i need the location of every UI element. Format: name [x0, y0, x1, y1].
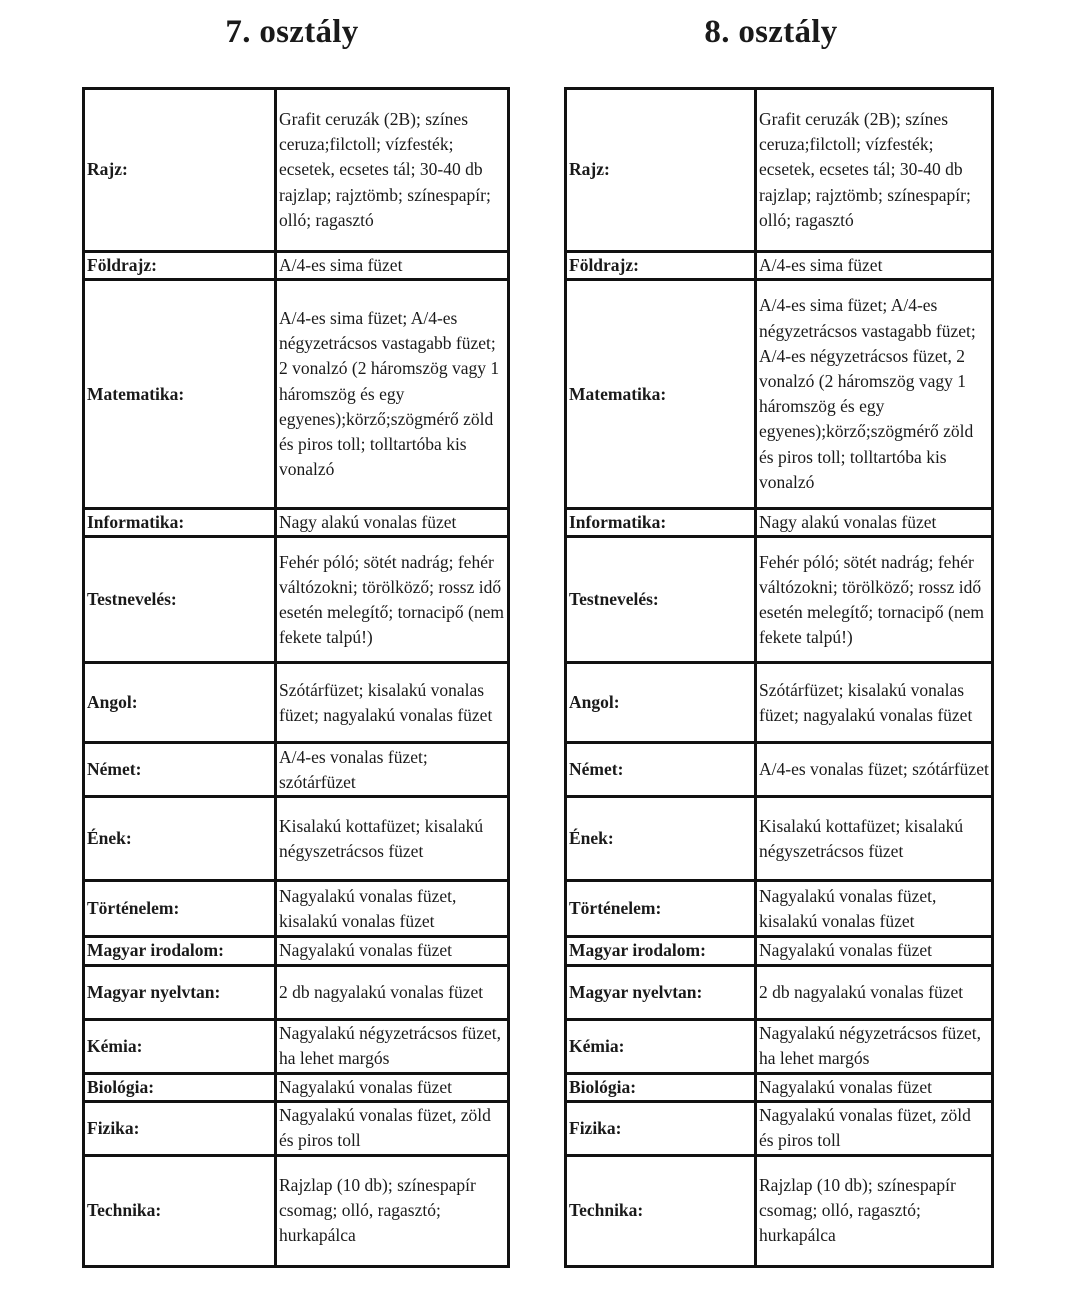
table-row — [566, 1155, 993, 1266]
supply-items: Nagy alakú vonalas füzet — [756, 509, 993, 537]
subject-label: Testnevelés: — [84, 537, 276, 663]
supply-items: Nagyalakú négyzetrácsos füzet, ha lehet margós — [756, 1019, 993, 1073]
subject-label: Magyar irodalom: — [566, 937, 756, 965]
supply-items: Nagyalakú vonalas füzet, kisalakú vonalas füzet — [756, 881, 993, 937]
subject-label: Technika: — [84, 1155, 276, 1266]
subject-label: Történelem: — [566, 881, 756, 937]
supply-items: A/4-es sima füzet; A/4-es négyzetrácsos vastagabb füzet; A/4-es négyzetrácsos füzet, 2 vonalzó (2 háromszög vagy 1 háromszög és egy egyenes);körző;szögmérő zöld és piros toll; tolltartóba kis vonalzó — [756, 280, 993, 509]
table-row — [84, 1019, 509, 1073]
supply-items: Nagyalakú vonalas füzet — [756, 937, 993, 965]
subject-label: Technika: — [566, 1155, 756, 1266]
supply-items: Szótárfüzet; kisalakú vonalas füzet; nagyalakú vonalas füzet — [756, 663, 993, 743]
table-row — [84, 89, 509, 252]
subject-label: Német: — [84, 743, 276, 797]
subject-label: Biológia: — [84, 1073, 276, 1101]
subject-label: Biológia: — [566, 1073, 756, 1101]
supply-items: Nagy alakú vonalas füzet — [276, 509, 509, 537]
subject-label: Földrajz: — [566, 252, 756, 280]
subject-label: Rajz: — [566, 89, 756, 252]
subject-label: Testnevelés: — [566, 537, 756, 663]
table-row — [566, 509, 993, 537]
supply-items: Szótárfüzet; kisalakú vonalas füzet; nagyalakú vonalas füzet — [276, 663, 509, 743]
table-row — [84, 965, 509, 1019]
subject-label: Angol: — [566, 663, 756, 743]
table-row — [566, 1101, 993, 1155]
subject-label: Rajz: — [84, 89, 276, 252]
subject-label: Kémia: — [566, 1019, 756, 1073]
supply-items: Nagyalakú vonalas füzet — [276, 937, 509, 965]
supply-items: Nagyalakú vonalas füzet — [756, 1073, 993, 1101]
supply-table — [564, 87, 994, 1268]
subject-label: Fizika: — [84, 1101, 276, 1155]
grade-heading: 8. osztály — [704, 14, 838, 50]
supply-items: Grafit ceruzák (2B); színes ceruza;filctoll; vízfesték; ecsetek, ecsetes tál; 30-40 db rajzlap; rajztömb; színespapír; olló; ragasztó — [756, 89, 993, 252]
supply-items: A/4-es sima füzet — [756, 252, 993, 280]
table-row — [84, 663, 509, 743]
table-row — [566, 743, 993, 797]
table-row — [566, 252, 993, 280]
table-row — [566, 937, 993, 965]
table-row — [84, 509, 509, 537]
supply-table — [82, 87, 510, 1268]
subject-label: Matematika: — [84, 280, 276, 509]
table-row — [84, 881, 509, 937]
table-row — [84, 1101, 509, 1155]
subject-label: Matematika: — [566, 280, 756, 509]
table-row — [566, 1073, 993, 1101]
table-row — [566, 663, 993, 743]
table-row — [84, 280, 509, 509]
subject-label: Ének: — [84, 797, 276, 881]
supply-items: Rajzlap (10 db); színespapír csomag; olló, ragasztó; hurkapálca — [756, 1155, 993, 1266]
table-row — [84, 1155, 509, 1266]
table-row — [566, 537, 993, 663]
table-row — [566, 881, 993, 937]
supply-items: A/4-es vonalas füzet; szótárfüzet — [276, 743, 509, 797]
supply-items: Fehér póló; sötét nadrág; fehér váltózokni; törölköző; rossz idő esetén melegítő; tornacipő (nem fekete talpú!) — [276, 537, 509, 663]
table-row — [566, 89, 993, 252]
table-row — [84, 937, 509, 965]
table-row — [566, 965, 993, 1019]
supply-items: Nagyalakú vonalas füzet, zöld és piros toll — [276, 1101, 509, 1155]
table-row — [566, 280, 993, 509]
subject-label: Ének: — [566, 797, 756, 881]
supply-items: Nagyalakú vonalas füzet, zöld és piros toll — [756, 1101, 993, 1155]
subject-label: Fizika: — [566, 1101, 756, 1155]
subject-label: Angol: — [84, 663, 276, 743]
subject-label: Magyar nyelvtan: — [566, 965, 756, 1019]
supply-items: Kisalakú kottafüzet; kisalakú négyszetrácsos füzet — [756, 797, 993, 881]
supply-items: Rajzlap (10 db); színespapír csomag; olló, ragasztó; hurkapálca — [276, 1155, 509, 1266]
supply-items: Kisalakú kottafüzet; kisalakú négyszetrácsos füzet — [276, 797, 509, 881]
subject-label: Magyar nyelvtan: — [84, 965, 276, 1019]
grade-heading: 7. osztály — [225, 14, 359, 50]
table-row — [566, 1019, 993, 1073]
subject-label: Történelem: — [84, 881, 276, 937]
subject-label: Földrajz: — [84, 252, 276, 280]
table-row — [84, 252, 509, 280]
subject-label: Informatika: — [566, 509, 756, 537]
supply-items: A/4-es sima füzet — [276, 252, 509, 280]
subject-label: Kémia: — [84, 1019, 276, 1073]
table-row — [84, 1073, 509, 1101]
subject-label: Informatika: — [84, 509, 276, 537]
supply-items: A/4-es vonalas füzet; szótárfüzet — [756, 743, 993, 797]
table-row — [84, 537, 509, 663]
table-row — [566, 797, 993, 881]
supply-items: Nagyalakú vonalas füzet — [276, 1073, 509, 1101]
supply-items: Nagyalakú vonalas füzet, kisalakú vonalas füzet — [276, 881, 509, 937]
supply-items: Nagyalakú négyzetrácsos füzet, ha lehet margós — [276, 1019, 509, 1073]
subject-label: Magyar irodalom: — [84, 937, 276, 965]
subject-label: Német: — [566, 743, 756, 797]
supply-items: Grafit ceruzák (2B); színes ceruza;filctoll; vízfesték; ecsetek, ecsetes tál; 30-40 db rajzlap; rajztömb; színespapír; olló; ragasztó — [276, 89, 509, 252]
supply-items: 2 db nagyalakú vonalas füzet — [756, 965, 993, 1019]
supply-items: A/4-es sima füzet; A/4-es négyzetrácsos vastagabb füzet; 2 vonalzó (2 háromszög vagy 1 háromszög és egy egyenes);körző;szögmérő zöld és piros toll; tolltartóba kis vonalzó — [276, 280, 509, 509]
supply-items: Fehér póló; sötét nadrág; fehér váltózokni; törölköző; rossz idő esetén melegítő; tornacipő (nem fekete talpú!) — [756, 537, 993, 663]
table-row — [84, 797, 509, 881]
table-row — [84, 743, 509, 797]
supply-items: 2 db nagyalakú vonalas füzet — [276, 965, 509, 1019]
